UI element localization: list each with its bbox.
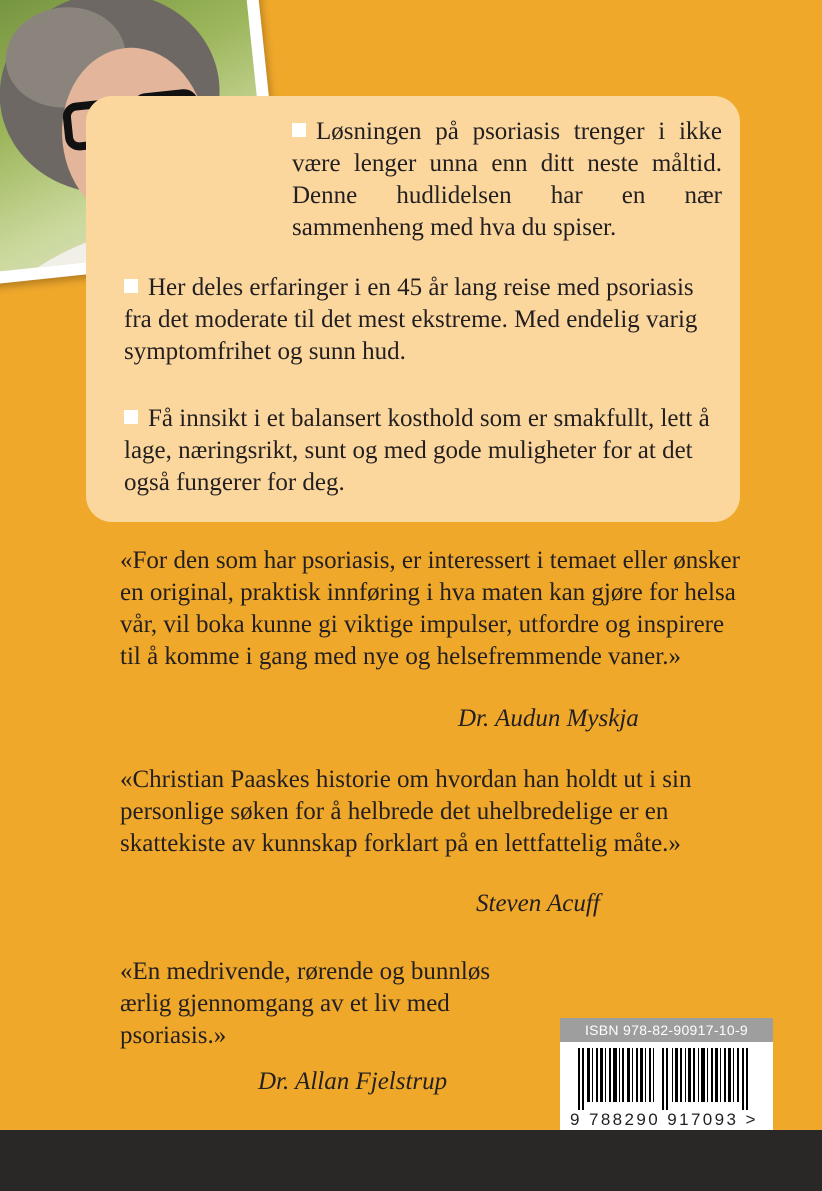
quote-2: «Christian Paaskes historie om hvordan han holdt ut i sin personlige søken for å helbrede det uhelbredelige er en skattekiste av kunnskap forklart på en lettfattelig måte.» [120,766,692,857]
bullet-2: Her deles erfaringer i en 45 år lang reise med psoriasis fra det moderate til det mest ekstreme. Med endelig varig symptomfrihet og sunn hud. [124,274,698,365]
bullet-3: Få innsikt i et balansert kosthold som er smakfullt, lett å lage, næringsrikt, sunt og med gode muligheter for at det også fungerer for deg. [124,405,710,496]
quote-1-author: Dr. Audun Myskja [458,705,639,732]
barcode [560,1042,773,1132]
quote-2-author: Steven Acuff [476,890,600,917]
isbn-label: ISBN 978-82-90917-10-9 [560,1018,773,1042]
square-bullet-icon [292,123,306,137]
footer-band [0,1130,822,1191]
quote-3-author: Dr. Allan Fjelstrup [258,1068,448,1095]
square-bullet-icon [124,410,138,424]
square-bullet-icon [124,279,138,293]
quote-3: «En medrivende, rørende og bunnløs ærlig gjennomgang av et liv med psoriasis.» [120,958,491,1049]
barcode-bars [578,1048,758,1110]
quote-1: «For den som har psoriasis, er interessert i temaet eller ønsker en original, praktisk innføring i hva maten kan gjøre for helsa vår, vil boka kunne gi viktige impulser, utfordre og inspirere til å komme i gang med nye og helsefremmende vaner.» [120,547,740,670]
bullet-1: Løsningen på psoriasis trenger i ikke være lenger unna enn ditt neste måltid. Denne hudlidelsen har en nær sammenheng med hva du spiser. [292,118,722,241]
barcode-digits: 9 788290 917093 > [570,1110,758,1129]
